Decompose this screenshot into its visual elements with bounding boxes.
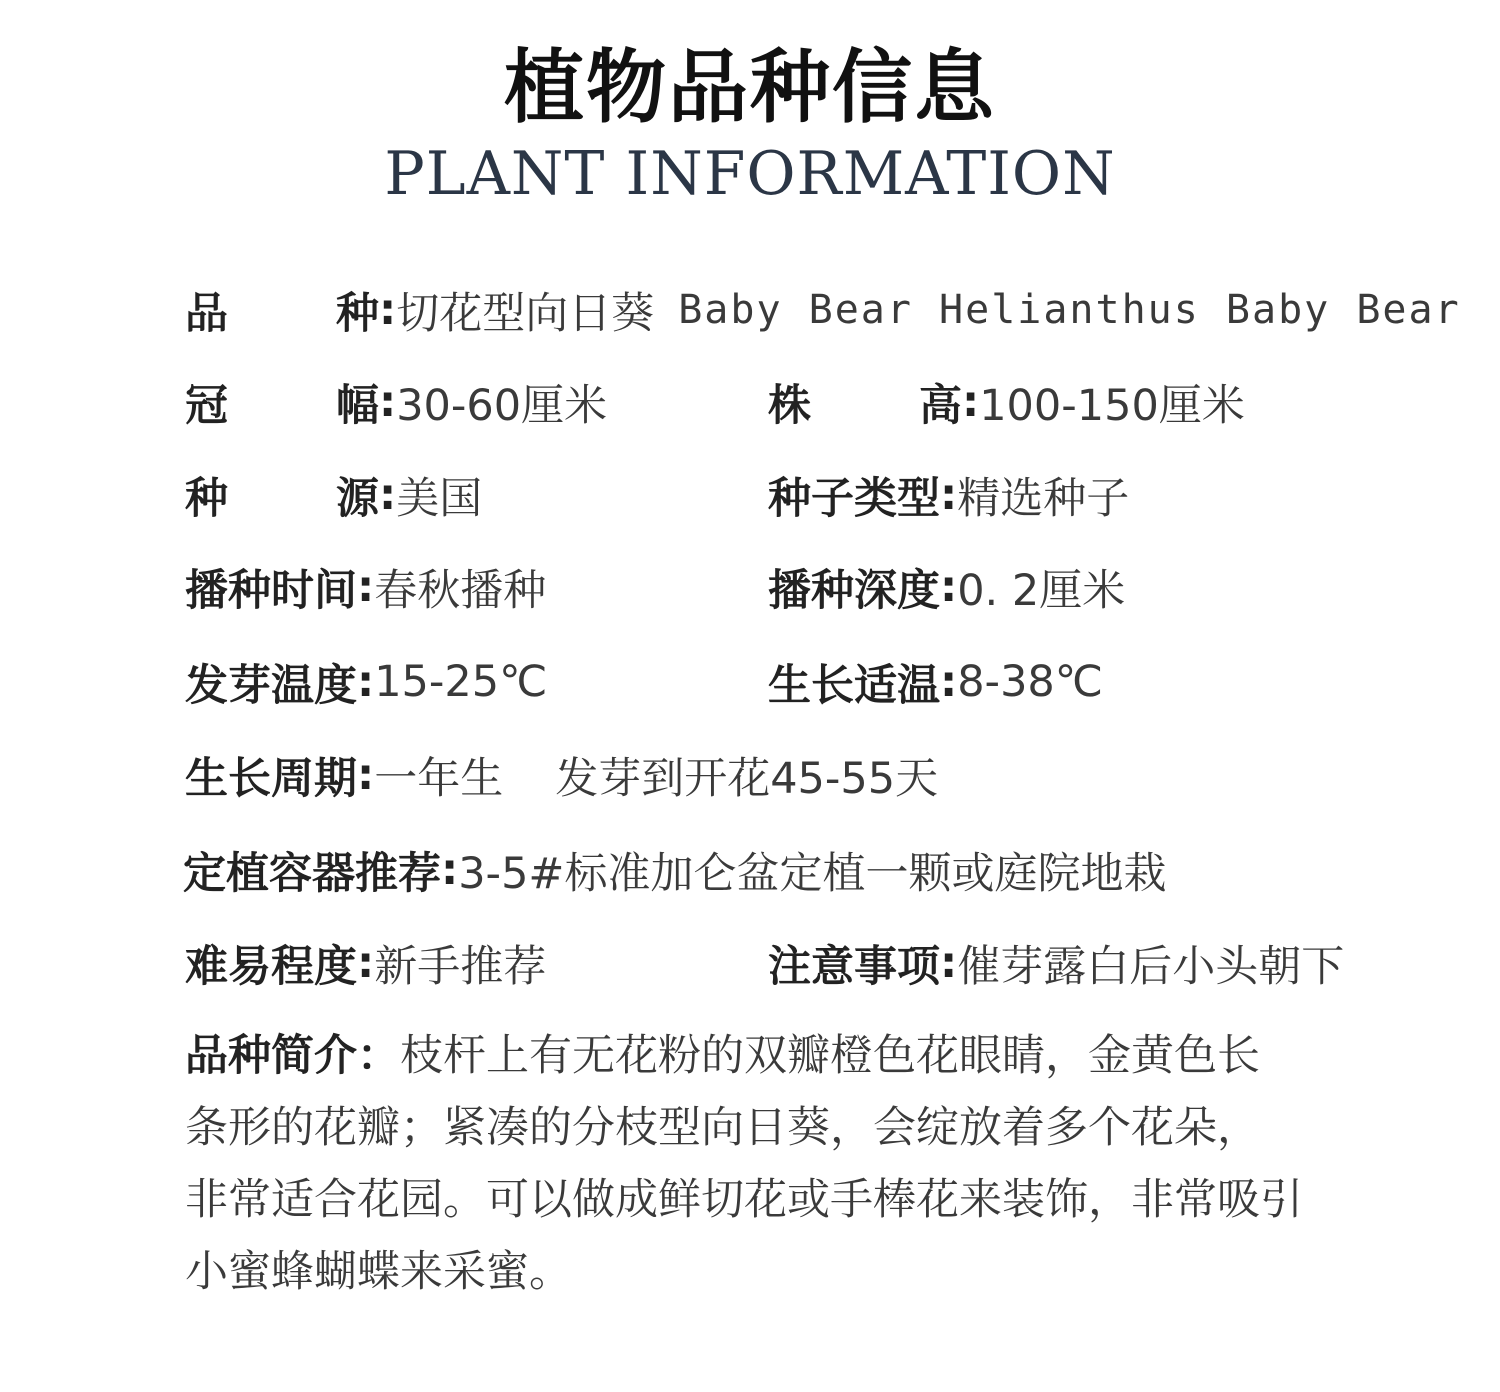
germ-temp-colon: :	[357, 657, 375, 707]
growth-cycle-value: 一年生	[374, 753, 504, 804]
intro-line: 非常适合花园。可以做成鲜切花或手棒花来装饰，非常吸引	[185, 1175, 1303, 1225]
container-value: 3-5#标准加仑盆定植一颗或庭院地栽	[458, 848, 1167, 899]
height-field	[768, 372, 1245, 432]
seed-type-field	[768, 465, 1129, 525]
crown-colon: :	[379, 377, 397, 427]
variety-colon: :	[379, 285, 397, 335]
info-row-difficulty	[0, 933, 1500, 993]
sow-time-colon: :	[357, 562, 375, 612]
crown-field	[185, 372, 607, 432]
container-label: 定植容器推荐	[183, 848, 441, 899]
variety-value-zh: 切花型向日葵	[396, 288, 655, 339]
variety-label: 品 种	[185, 288, 379, 339]
sow-time-value: 春秋播种	[374, 565, 547, 616]
grow-temp-field	[768, 652, 1103, 712]
intro-line	[185, 1020, 1445, 1092]
info-row-variety	[0, 280, 1500, 340]
info-row-origin	[0, 465, 1500, 525]
grow-temp-label: 生长适温	[768, 660, 940, 711]
growth-cycle-field	[185, 745, 938, 805]
sow-depth-value: 0. 2厘米	[957, 565, 1126, 616]
growth-cycle-label: 生长周期	[185, 753, 357, 804]
difficulty-colon: :	[357, 938, 375, 988]
seed-type-colon: :	[940, 470, 958, 520]
origin-field	[185, 465, 482, 525]
difficulty-label: 难易程度	[185, 941, 357, 992]
crown-value: 30-60厘米	[396, 380, 608, 431]
variety-value-en: Baby Bear Helianthus Baby Bear	[678, 287, 1461, 333]
growth-cycle-value-2: 发芽到开花45-55天	[555, 753, 939, 804]
notes-value: 催芽露白后小头朝下	[957, 941, 1345, 992]
height-colon: :	[962, 377, 980, 427]
notes-colon: :	[940, 938, 958, 988]
sow-time-field	[185, 557, 546, 617]
origin-value: 美国	[396, 473, 483, 524]
container-colon: :	[441, 845, 459, 895]
grow-temp-value: 8-38℃	[957, 657, 1104, 707]
intro-line: 小蜜蜂蝴蝶来采蜜。	[185, 1247, 572, 1297]
origin-label: 种 源	[185, 473, 379, 524]
page-subtitle: PLANT INFORMATION	[384, 139, 1116, 209]
info-row-temperature	[0, 652, 1500, 712]
germ-temp-value: 15-25℃	[374, 657, 548, 707]
grow-temp-colon: :	[940, 657, 958, 707]
info-row-sowing	[0, 557, 1500, 617]
info-row-container	[0, 840, 1500, 900]
container-field	[183, 840, 1166, 900]
sow-depth-colon: :	[940, 562, 958, 612]
notes-field	[768, 933, 1344, 993]
variety-field	[185, 280, 1461, 340]
seed-type-label: 种子类型	[768, 473, 940, 524]
sow-depth-label: 播种深度	[768, 565, 940, 616]
difficulty-field	[185, 933, 546, 993]
sow-time-label: 播种时间	[185, 565, 357, 616]
info-row-size	[0, 372, 1500, 432]
info-row-growth-cycle	[0, 745, 1500, 805]
growth-cycle-colon: :	[357, 750, 375, 800]
sow-depth-field	[768, 557, 1125, 617]
intro-text: 枝杆上有无花粉的双瓣橙色花眼睛，金黄色长	[400, 1031, 1260, 1081]
intro-label: 品种简介：	[185, 1031, 400, 1081]
intro-line: 条形的花瓣；紧凑的分枝型向日葵，会绽放着多个花朵，	[185, 1103, 1260, 1153]
difficulty-value: 新手推荐	[374, 941, 547, 992]
germ-temp-label: 发芽温度	[185, 660, 357, 711]
page-title: 植物品种信息	[504, 41, 996, 134]
height-label: 株 高	[768, 380, 962, 431]
variety-intro	[185, 1020, 1445, 1308]
seed-type-value: 精选种子	[957, 473, 1130, 524]
notes-label: 注意事项	[768, 941, 940, 992]
crown-label: 冠 幅	[185, 380, 379, 431]
height-value: 100-150厘米	[979, 380, 1245, 431]
germ-temp-field	[185, 652, 547, 712]
origin-colon: :	[379, 470, 397, 520]
